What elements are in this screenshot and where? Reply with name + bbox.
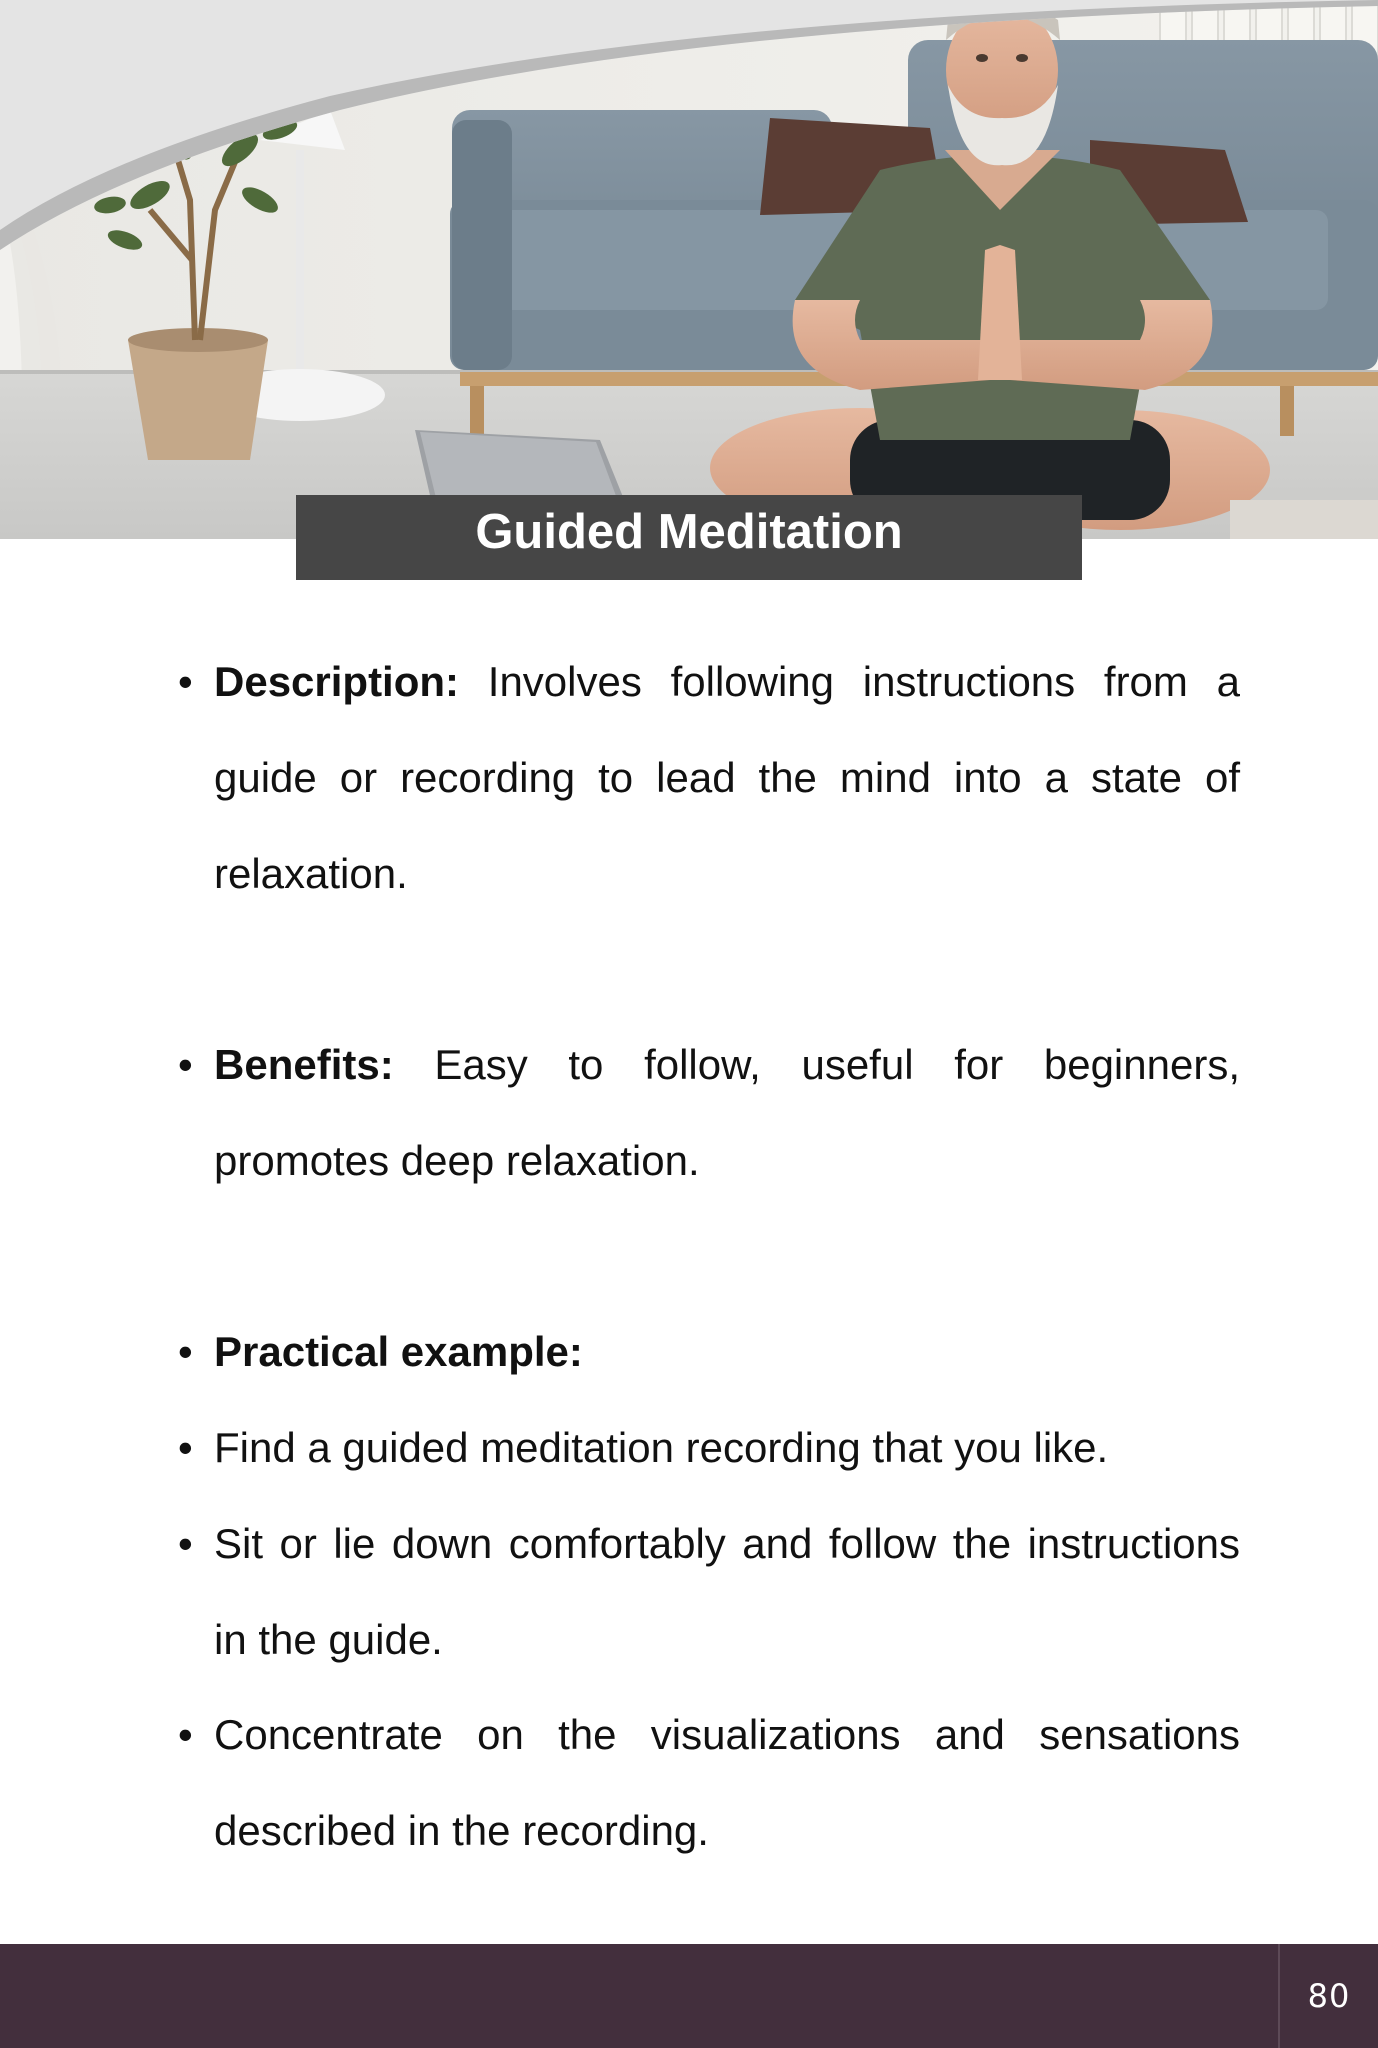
page-title: Guided Meditation bbox=[296, 495, 1082, 580]
page-number: 80 bbox=[1307, 1977, 1351, 2015]
list-item-step bbox=[178, 1687, 1240, 1879]
list-item-description bbox=[178, 634, 1240, 922]
bullet-marker: • bbox=[178, 1424, 193, 1471]
meditation-photo bbox=[0, 0, 1378, 539]
list-item-step bbox=[178, 1400, 1240, 1496]
description-label: Description: bbox=[214, 658, 460, 705]
hero-photo bbox=[0, 0, 1378, 539]
list-item-practical-example bbox=[178, 1304, 1240, 1400]
bullet-marker: • bbox=[178, 1711, 193, 1758]
step-text: Concentrate on the visualizations and sensations described in the recording. bbox=[214, 1711, 1240, 1854]
bullet-marker: • bbox=[178, 658, 193, 705]
bullet-marker: • bbox=[178, 1520, 193, 1567]
benefits-label: Benefits: bbox=[214, 1041, 394, 1088]
benefits-text: Easy to follow, useful for beginners, promotes deep relaxation. bbox=[214, 1041, 1240, 1184]
page-footer bbox=[0, 1944, 1378, 2048]
list-item-benefits bbox=[178, 1017, 1240, 1209]
practical-example-label: Practical example: bbox=[214, 1328, 583, 1375]
list-item-step bbox=[178, 1496, 1240, 1688]
description-text: Involves following instructions from a guide or recording to lead the mind into a state of relaxation. bbox=[214, 658, 1240, 897]
bullet-marker: • bbox=[178, 1041, 193, 1088]
step-text: Find a guided meditation recording that you like. bbox=[214, 1424, 1109, 1471]
step-text: Sit or lie down comfortably and follow the instructions in the guide. bbox=[214, 1520, 1240, 1663]
bullet-marker: • bbox=[178, 1328, 193, 1375]
